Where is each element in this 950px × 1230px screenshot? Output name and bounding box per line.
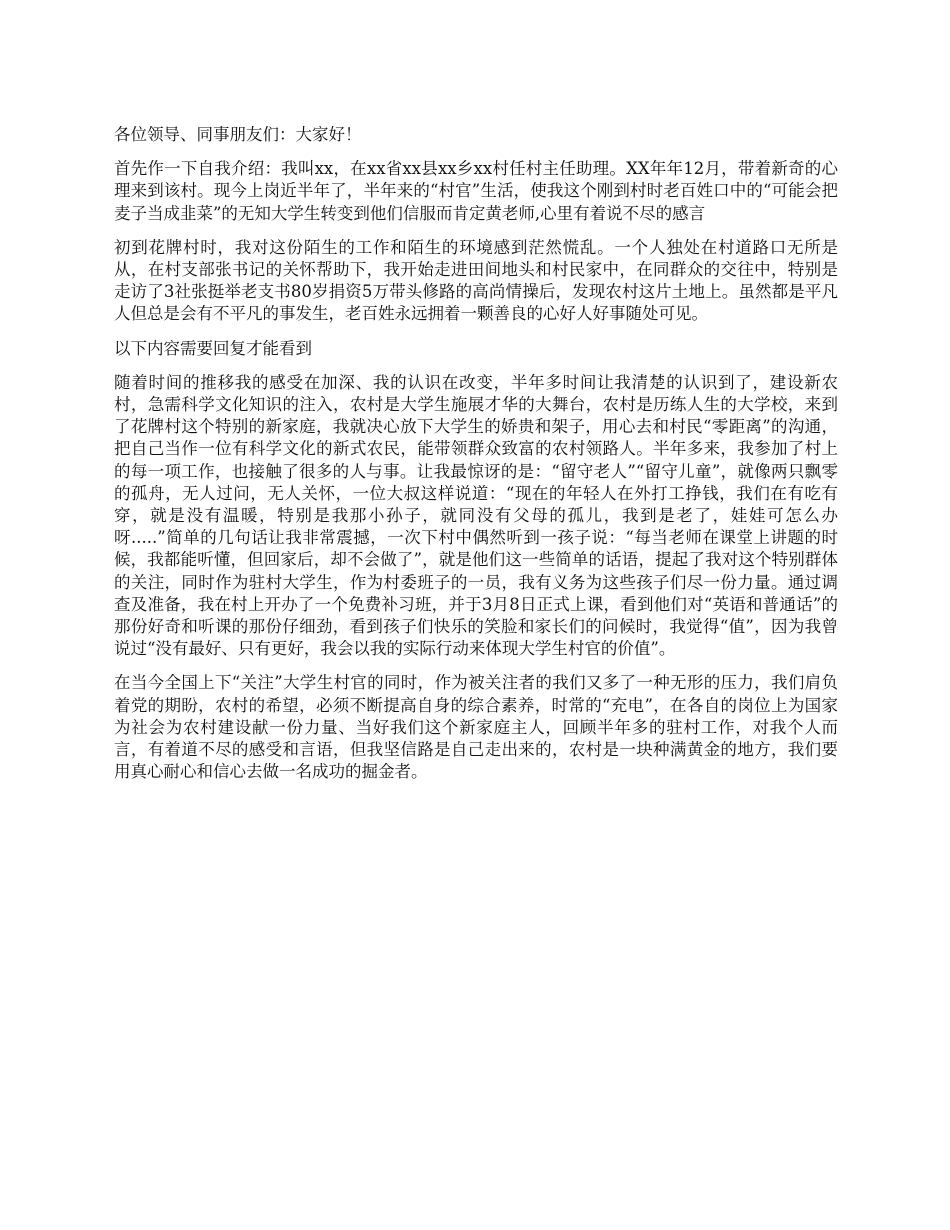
arrival-paragraph: 初到花牌村时，我对这份陌生的工作和陌生的环境感到茫然慌乱。一个人独处在村道路口无所是从，在村支部张书记的关怀帮助下，我开始走进田间地头和村民家中，在同群众的交往中，特别是走访了3社张挺举老支书80岁捐资5万带头修路的高尚情操后，发现农村这片土地上。虽然都是平凡人但总是会有不平凡的事发生，老百姓永远拥着一颗善良的心好人好事随处可见。 [114,237,838,324]
introduction-paragraph: 首先作一下自我介绍：我叫xx，在xx省xx县xx乡xx村任村主任助理。XX年年12月，带着新奇的心理来到该村。现今上岗近半年了，半年来的“村官”生活，使我这个刚到村时老百姓口中的“可能会把麦子当成韭菜”的无知大学生转变到他们信服而肯定黄老师,心里有着说不尽的感言 [114,159,838,223]
greeting-paragraph: 各位领导、同事朋友们：大家好！ [114,125,362,144]
document-page [114,124,838,795]
conclusion-paragraph: 在当今全国上下“关注”大学生村官的同时，作为被关注者的我们又多了一种无形的压力，我们肩负着党的期盼，农村的希望，必须不断提高自身的综合素养，时常的“充电”，在各自的岗位上为国家为社会为农村建设献一份力量、当好我们这个新家庭主人，回顾半年多的驻村工作，对我个人而言，有着道不尽的感受和言语，但我坚信路是自己走出来的，农村是一块种满黄金的地方，我们要用真心耐心和信心去做一名成功的掘金者。 [114,673,838,782]
experience-paragraph: 随着时间的推移我的感受在加深、我的认识在改变，半年多时间让我清楚的认识到了，建设新农村，急需科学文化知识的注入，农村是大学生施展才华的大舞台，农村是历练人生的大学校，来到了花牌村这个特别的新家庭，我就决心放下大学生的娇贵和架子，用心去和村民“零距离”的沟通，把自己当作一位有科学文化的新式农民，能带领群众致富的农村领路人。半年多来，我参加了村上的每一项工作，也接触了很多的人与事。让我最惊讶的是：“留守老人”“留守儿童”，就像两只飘零的孤舟，无人过问，无人关怀，一位大叔这样说道：“现在的年轻人在外打工挣钱，我们在有吃有穿，就是没有温暖，特别是我那小孙子，就同没有父母的孤儿，我到是老了，娃娃可怎么办呀.....”简单的几句话让我非常震撼，一次下村中偶然听到一孩子说：“每当老师在课堂上讲题的时候，我都能听懂，但回家后，却不会做了”，就是他们这一些简单的话语，提起了我对这个特别群体的关注，同时作为驻村大学生，作为村委班子的一员，我有义务为这些孩子们尽一份力量。通过调查及准备，我在村上开办了一个免费补习班，并于3月8日正式上课，看到他们对“英语和普通话”的那份好奇和听课的那份仔细劲，看到孩子们快乐的笑脸和家长们的问候时，我觉得“值”，因为我曾说过“没有最好、只有更好，我会以我的实际行动来体现大学生村官的价值”。 [114,372,838,659]
hidden-content-notice: 以下内容需要回复才能看到 [114,338,312,358]
